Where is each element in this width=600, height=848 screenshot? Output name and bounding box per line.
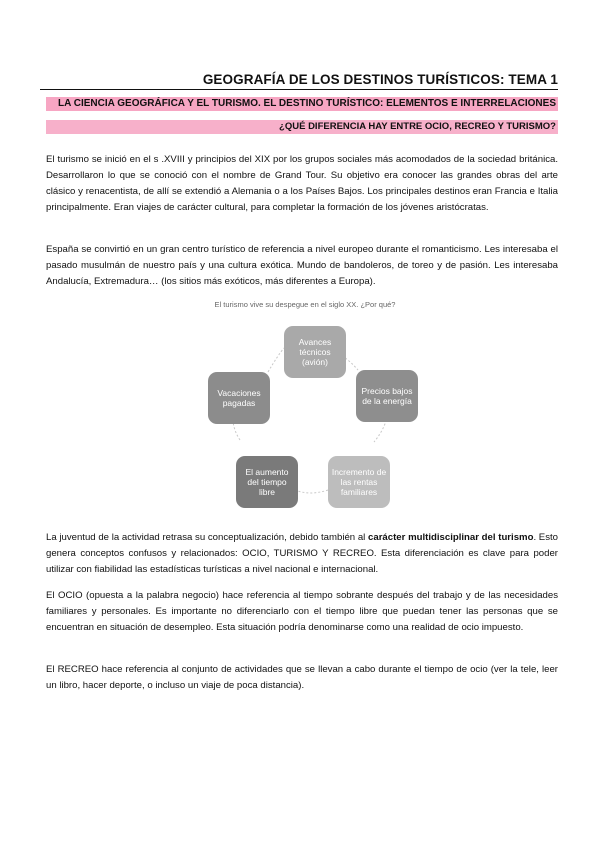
paragraph-history: El turismo se inició en el s .XVIII y principios del XIX por los grupos sociales más acomodados de la sociedad británica. Desarrollaron lo que se conoció con el nombre de Grand Tour. Su objetivo era conocer las grandes obras del arte clásico y renacentista, de allí se extendió a Alemania o a los Países Bajos. Los principales destinos eran Francia e Italia principalmente. Eran viajes de carácter cultural, para completar la formación de los jóvenes aristócratas. [46, 154, 558, 213]
document-title: GEOGRAFÍA DE LOS DESTINOS TURÍSTICOS: TEMA 1 [40, 72, 558, 90]
arrow-3-4 [295, 490, 328, 493]
paragraph-youth-start: La juventud de la actividad retrasa su conceptualización, debido también al [46, 532, 369, 543]
paragraph-youth [46, 530, 558, 578]
paragraph-youth-end: . Esto genera conceptos confusos y relacionados: OCIO, TURISMO Y RECREO. Esta diferenciación es clave para poder utilizar con fiabilidad las estadísticas turísticas a nivel nacional e internacional. [46, 532, 559, 575]
section-heading: LA CIENCIA GEOGRÁFICA Y EL TURISMO. EL DESTINO TURÍSTICO: ELEMENTOS E INTERRELACIONES [46, 97, 558, 111]
node-avances-tecnicos: Avances técnicos (avión) [284, 326, 346, 378]
node-vacaciones-pagadas: Vacaciones pagadas [208, 372, 270, 424]
question-heading: ¿QUÉ DIFERENCIA HAY ENTRE OCIO, RECREO Y TURISMO? [46, 120, 558, 134]
node-precios-energia: Precios bajos de la energía [356, 370, 418, 422]
paragraph-recreo: El RECREO hace referencia al conjunto de actividades que se llevan a cabo durante el tiempo de ocio (ver la tele, leer un libro, hacer deporte, o incluso un viaje de poca distancia). [46, 664, 558, 691]
diagram-caption: El turismo vive su despegue en el siglo XX. ¿Por qué? [214, 300, 396, 309]
node-incremento-rentas: Incremento de las rentas familiares [328, 456, 390, 508]
paragraph-youth-bold: carácter multidisciplinar del turismo [368, 532, 534, 543]
arrow-5-1 [268, 348, 284, 372]
node-aumento-tiempo-libre: El aumento del tiempo libre [236, 456, 298, 508]
paragraph-spain: España se convirtió en un gran centro turístico de referencia a nivel europeo durante el romanticismo. Les interesaba el pasado musulmán de nuestro país y una cultura exótica. Mundo de bandoleros, de toreo y de pasión. Les interesaba Andalucía, Extremadura… (los sitios más exóticos, más diferentes a Europa). [46, 244, 558, 287]
paragraph-ocio: El OCIO (opuesta a la palabra negocio) hace referencia al tiempo sobrante después del trabajo y de las necesidades familiares y personales. Es importante no diferenciarlo con el tiempo libre que puedan tener las personas que se encuentran en situación de desempleo. Esta situación podría denominarse como una realidad de ocio impuesto. [46, 590, 558, 633]
cycle-diagram [170, 300, 440, 510]
